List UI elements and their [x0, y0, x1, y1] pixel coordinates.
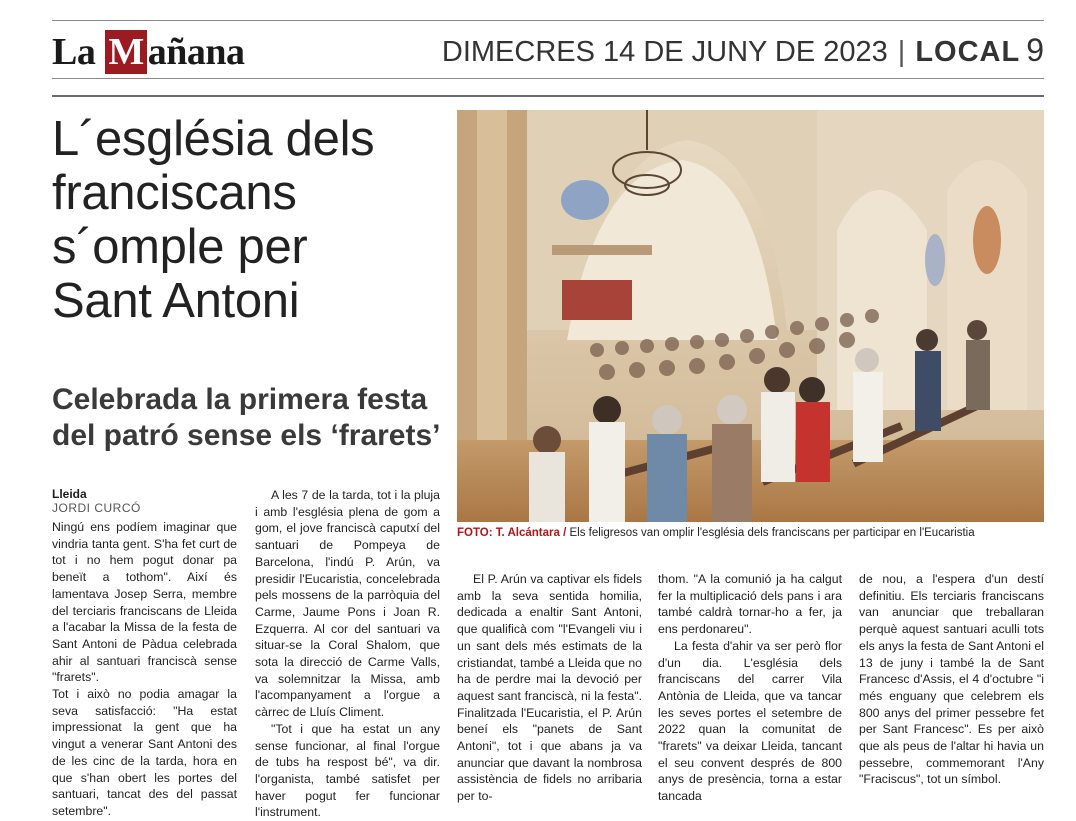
- byline: [52, 487, 141, 515]
- top-rule: [52, 20, 1044, 21]
- newspaper-logo[interactable]: [52, 30, 245, 74]
- subhead-line: Celebrada la primera festa: [52, 383, 428, 416]
- author-name: JORDI CURCÓ: [52, 501, 141, 515]
- paragraph: A les 7 de la tarda, tot i la pluja i amb l'església plena de gom a gom, el jove franciscà caputxí del santuari de Pompeya de Barcelona, l'indú P. Arún, va presidir l'Eucaristia, concelebrada pels mossens de la parròquia del Carme, Jaume Pons i Joan R. Ezquerra. Al cor del santuari va situar-se la Coral Shalom, que sota la direcció de Carme Valls, va solemnitzar la Missa, amb l'acompanyament a l'orgue a càrrec de Lluís Climent.: [255, 488, 440, 720]
- paragraph: "Tot i que ha estat un any sense funcionar, al final l'orgue de tubs ha respost bé", va dir. l'organista, també satisfet per haver pogut fer funcionar l'instrument.: [255, 721, 440, 820]
- subhead-line: del patró sense els ‘frarets’: [52, 419, 441, 452]
- church-interior-photo: [457, 110, 1044, 522]
- paragraph: Ningú ens podíem imaginar que vindria tanta gent. S'ha fet curt de tot i no hem pogut donar pa beneït a tothom". Així és lamentava Josep Serra, membre del terciaris franciscans de Lleida a l'acabar la Missa de la festa de Sant Antoni de Pàdua celebrada ahir al santuari franciscà sense "frarets".: [52, 520, 237, 685]
- dateline-city: Lleida: [52, 487, 87, 501]
- headline-line: Sant Antoni: [52, 274, 300, 328]
- headline-line: L´església dels: [52, 112, 375, 166]
- church-photo-illustration: [457, 110, 1044, 522]
- section-name: LOCAL: [915, 36, 1021, 68]
- dateline: [442, 32, 1044, 69]
- article-column-2: [255, 487, 440, 821]
- paragraph: Tot i això no podia amagar la seva satisfacció: "Ha estat impressionat la gent que ha vingut a venerar Sant Antoni des de les cinc de la tarda, hora en que s'han obert les portes del santuari, tancat des del passat setembre".: [52, 687, 237, 818]
- header-bottom-rule: [52, 95, 1044, 97]
- article-column-1: [52, 519, 237, 820]
- caption-text: Els feligresos van omplir l'església dels franciscans per participar en l'Eucaristia: [566, 527, 975, 539]
- headline-line: s´omple per: [52, 220, 308, 274]
- issue-date: DIMECRES 14 DE JUNY DE 2023: [441, 36, 888, 68]
- logo-text-post: añana: [147, 31, 245, 73]
- paragraph: de nou, a l'espera d'un destí definitiu. Els terciaris franciscans van anunciar que treballaran perquè aquest santuari aculli tots els anys la festa de Sant Antoni el 13 de juny i també la de Sant Francesc d'Assis, el 4 d'octubre "i més enguany que celebrem els 800 anys del primer pessebre fet per Sant Francesc". Es per això que als peus de l'altar hi havia un pessebre, commemorant l'Any "Fraciscus", tot un símbol.: [859, 572, 1044, 787]
- photo-credit: FOTO: T. Alcántara /: [457, 527, 567, 539]
- article-column-3: [457, 571, 642, 805]
- subheadline: [52, 382, 452, 454]
- paragraph: El P. Arún va captivar els fidels amb la seva sentida homilia, dedicada a enaltir Sant Antoni, que qualificà com "l'Evangeli viu i un sant dels més estimats de la cristiandat, també a Lleida que no ha de perdre mai la devoció per aquest sant franciscà, ni la festa". Finalitzada l'Eucaristia, el P. Arún beneí els "panets de Sant Antoni", tot i que abans ja va anunciar que davant la nombrosa assistència de fidels no arribaria per to-: [457, 572, 642, 804]
- headline: [52, 112, 444, 328]
- page-number: 9: [1026, 32, 1044, 68]
- logo-text-pre: La: [52, 31, 105, 73]
- masthead: [52, 24, 1044, 78]
- article-column-5: [859, 571, 1044, 788]
- headline-line: franciscans: [52, 166, 297, 220]
- paragraph: La festa d'ahir va ser però flor d'un dia. L'església dels franciscans del carrer Vila Antònia de Lleida, que va tancar les seves portes el setembre de 2022 quan la comunitat de "frarets" va deixar Lleida, tancant el seu convent després de 800 anys de presència, torna a estar tancada: [658, 638, 842, 804]
- masthead-rule: [52, 78, 1044, 79]
- photo-caption: [457, 527, 1044, 539]
- logo-mark: M: [105, 30, 146, 74]
- article-column-4: [658, 571, 842, 805]
- dateline-separator: |: [897, 36, 906, 68]
- paragraph: thom. "A la comunió ja ha calgut fer la multiplicació dels pans i ara també caldrà tornar-ho a fer, ja ens perdonareu".: [658, 572, 842, 637]
